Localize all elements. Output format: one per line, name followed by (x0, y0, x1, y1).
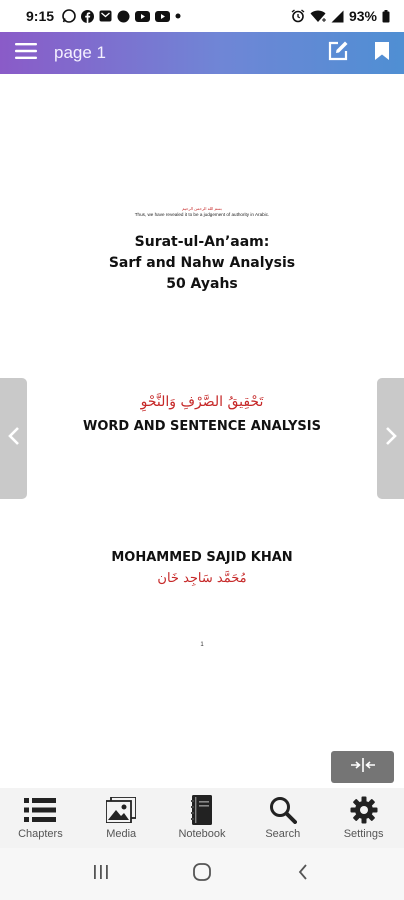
status-time: 9:15 (26, 8, 55, 24)
author-name-arabic: مُحَمَّد سَاجِد خَان (157, 571, 247, 586)
recent-apps-icon (92, 864, 110, 885)
status-bar (0, 0, 404, 32)
gear-icon (350, 794, 378, 826)
status-right (291, 8, 390, 24)
edit-icon (327, 40, 349, 67)
app-actions (316, 32, 404, 74)
page-title: page 1 (54, 43, 106, 62)
hamburger-icon (15, 43, 37, 64)
document-page (0, 74, 404, 788)
chevron-left-icon (8, 426, 20, 451)
previous-page-button[interactable] (0, 378, 27, 499)
whatsapp-icon (62, 9, 76, 23)
chevron-right-icon (385, 426, 397, 451)
bottom-nav-media[interactable] (81, 794, 161, 840)
facebook-icon (81, 10, 94, 23)
pinwheel-icon (117, 10, 130, 23)
gmail-icon (99, 10, 112, 22)
quote-line: Thus, we have revealed it to be a judgement of authority in Arabic. (134, 212, 270, 217)
bottom-nav-notebook[interactable] (162, 794, 242, 840)
menu-button[interactable] (0, 32, 52, 74)
home-icon (192, 862, 212, 887)
page-number: 1 (200, 642, 204, 648)
bottom-nav-chapters[interactable] (0, 794, 80, 840)
author-name: MOHAMMED SAJID KHAN (111, 550, 293, 565)
bottom-nav-label: Media (106, 828, 137, 840)
next-page-button[interactable] (377, 378, 404, 499)
bottom-nav-label: Search (265, 828, 301, 840)
bookmark-icon (375, 42, 389, 65)
title-line-1: Surat-ul-An’aam: (134, 234, 270, 250)
youtube-icon (155, 11, 170, 22)
notebook-icon (191, 794, 213, 826)
image-icon (106, 794, 136, 826)
edit-note-button[interactable] (316, 32, 360, 74)
battery-icon (382, 10, 390, 23)
title-line-3: 50 Ayahs (166, 276, 238, 292)
bottom-nav-label: Chapters (18, 828, 63, 840)
list-icon (24, 794, 56, 826)
bottom-nav-label: Notebook (178, 828, 226, 840)
youtube-icon (135, 11, 150, 22)
bottom-nav-settings[interactable] (324, 794, 404, 840)
fit-width-button[interactable] (331, 751, 394, 783)
bottom-nav-search[interactable] (243, 794, 323, 840)
alarm-icon (291, 9, 305, 23)
bottom-nav (0, 788, 404, 848)
book-title (0, 232, 404, 295)
collapse-arrows-icon (350, 758, 376, 777)
bottom-nav-label: Settings (343, 828, 384, 840)
battery-percent: 93% (348, 8, 377, 24)
search-icon (269, 794, 297, 826)
arabic-subtitle: تَحْقِيقُ الصَّرْفِ وَالنَّحْوِ (140, 394, 264, 410)
status-left (26, 8, 181, 24)
back-button[interactable] (283, 854, 323, 894)
home-button[interactable] (182, 854, 222, 894)
wifi-icon (310, 10, 326, 23)
recent-apps-button[interactable] (81, 854, 121, 894)
system-nav-bar (0, 848, 404, 900)
bookmark-button[interactable] (360, 32, 404, 74)
basmala-line: بسم الله الرحمن الرحيم (182, 206, 222, 211)
app-bar (0, 32, 404, 74)
signal-icon (331, 10, 344, 23)
english-subtitle: WORD AND SENTENCE ANALYSIS (83, 419, 321, 434)
dot-icon (175, 13, 181, 19)
back-icon (297, 863, 309, 886)
title-line-2: Sarf and Nahw Analysis (108, 255, 296, 271)
